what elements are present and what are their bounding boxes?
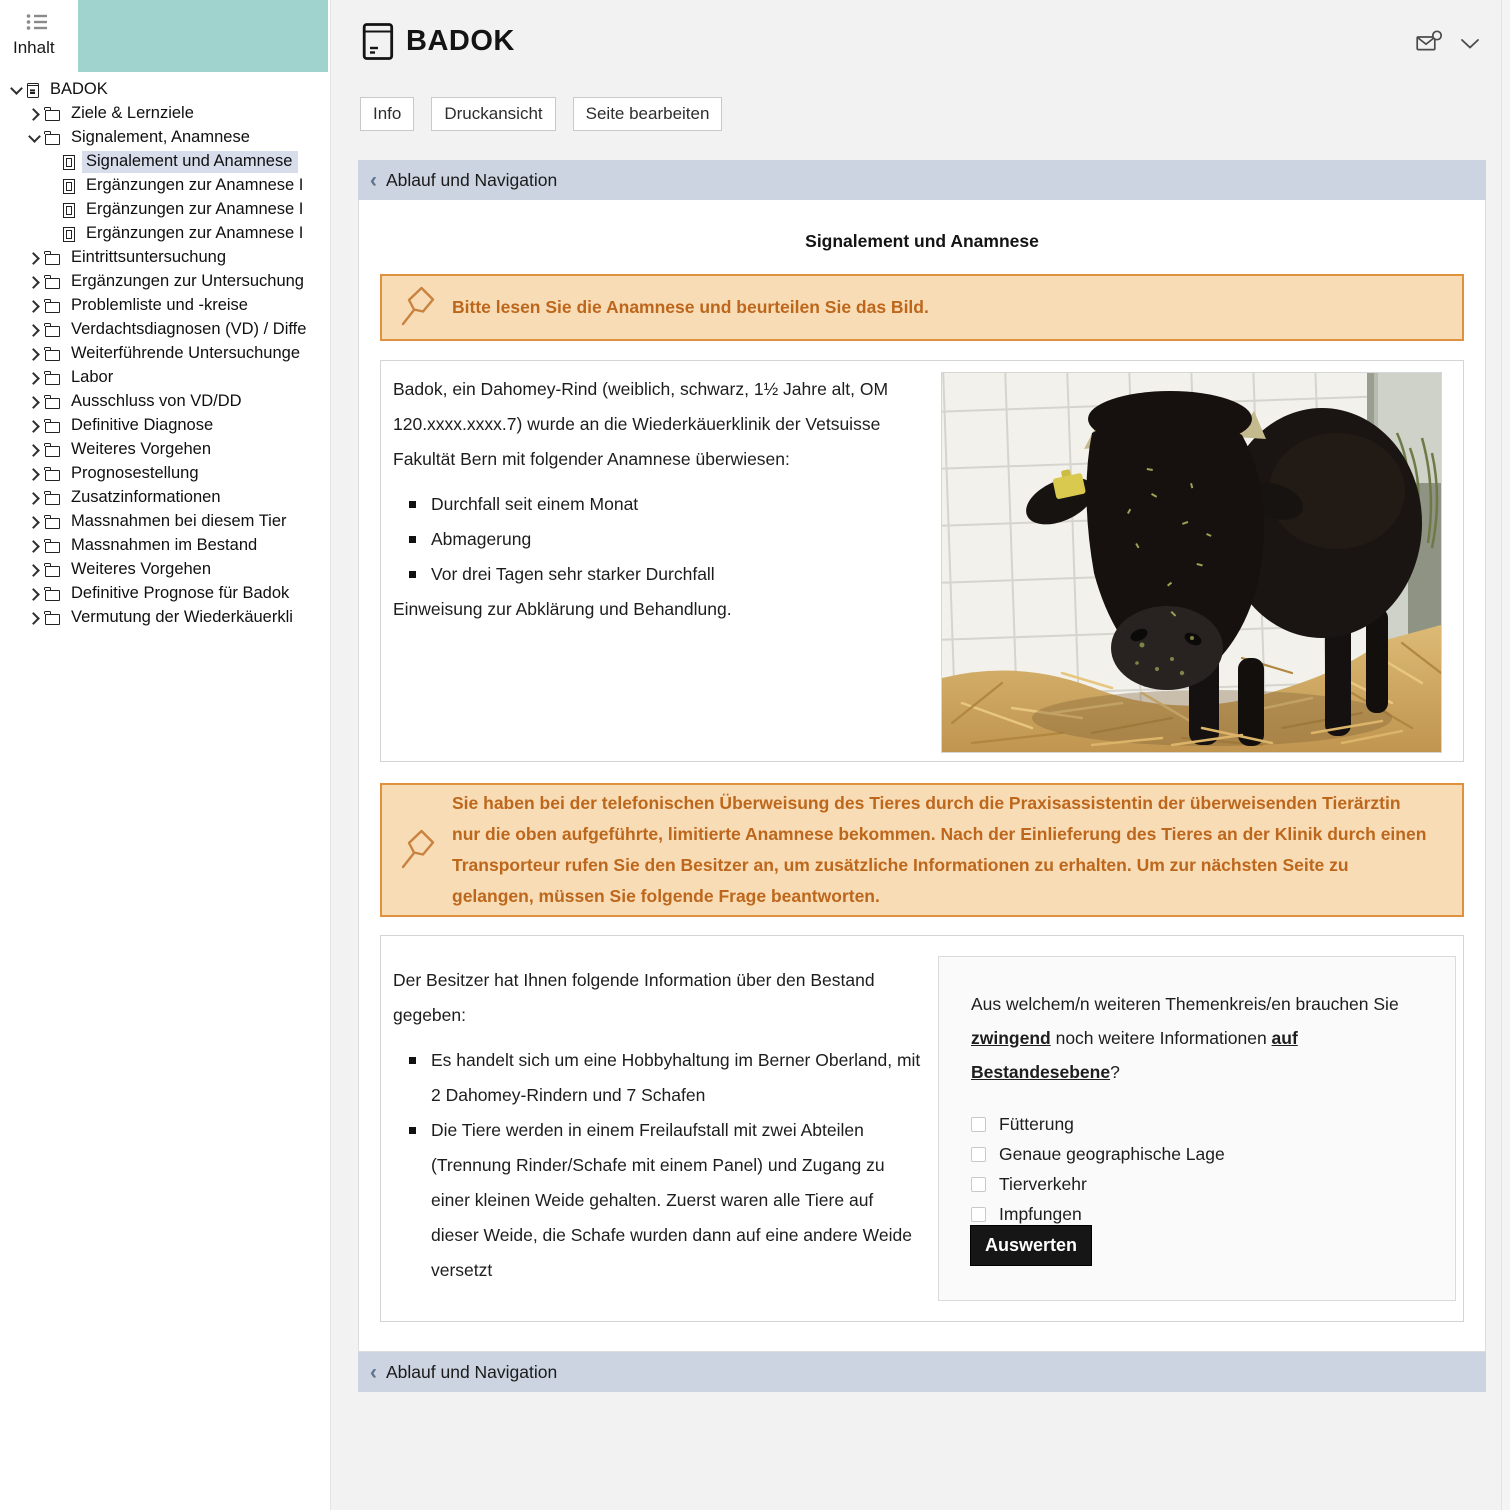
pushpin-icon	[399, 826, 439, 875]
tree-item-label: Weiteres Vorgehen	[71, 560, 212, 578]
question-text-emphasis: zwingend	[971, 1028, 1051, 1048]
auswerten-button[interactable]: Auswerten	[970, 1225, 1092, 1266]
question-text	[971, 987, 1423, 1089]
anamnese-lead: Badok, ein Dahomey-Rind (weiblich, schwarz, 1½ Jahre alt, OM 120.xxxx.xxxx.7) wurde an die Wiederkäuerklinik der Vetsuisse Fakultät Bern mit folgender Anamnese überwiesen:	[393, 379, 889, 469]
owner-bullet-list	[393, 1043, 921, 1288]
tree-item-label: Massnahmen im Bestand	[71, 536, 258, 554]
tree-item[interactable]	[0, 174, 330, 198]
tab-inhalt-label: Inhalt	[13, 38, 55, 57]
chevron-down-icon[interactable]	[9, 83, 23, 97]
chevron-right-icon[interactable]	[27, 347, 41, 361]
option-list	[971, 1109, 1423, 1229]
page-icon	[63, 155, 75, 170]
question-text-part: noch weitere Informationen	[1050, 1028, 1272, 1048]
tree-item[interactable]	[0, 366, 330, 390]
instruction-note-2-text: Sie haben bei der telefonischen Überweisung des Tieres durch die Praxisassistentin der überweisenden Tierärztin nur die oben aufgeführte, limitierte Anamnese bekommen. Nach der Einlieferung des Tieres an der Klinik durch einen Transporteur rufen Sie den Besitzer an, um zusätzliche Informationen zu erhalten. Um zur nächsten Seite zu gelangen, müssen Sie folgende Frage beantworten.	[452, 793, 1427, 906]
tree-item-label: Prognosestellung	[71, 464, 199, 482]
chapter-icon	[45, 374, 60, 385]
tree-item[interactable]	[0, 222, 330, 246]
chevron-right-icon[interactable]	[27, 611, 41, 625]
option-label: Impfungen	[999, 1203, 1082, 1224]
chevron-spacer	[45, 179, 59, 193]
bullet-item: Vor drei Tagen sehr starker Durchfall	[393, 557, 925, 592]
chevron-spacer	[45, 227, 59, 241]
chapter-icon	[45, 398, 60, 409]
toolbar-button[interactable]: Druckansicht	[431, 97, 555, 131]
tree-item[interactable]	[0, 558, 330, 582]
tree-item-label: Massnahmen bei diesem Tier	[71, 512, 287, 530]
instruction-note-text: Bitte lesen Sie die Anamnese und beurteilen Sie das Bild.	[452, 297, 929, 317]
chapter-icon	[45, 422, 60, 433]
tree-item[interactable]	[0, 294, 330, 318]
content-sidebar	[0, 0, 331, 1510]
page-icon	[63, 179, 75, 194]
chapter-icon	[45, 614, 60, 625]
chapter-icon	[45, 110, 60, 121]
question-text-part: ?	[1110, 1062, 1120, 1082]
tree-item[interactable]	[0, 582, 330, 606]
toc-list-icon	[26, 13, 48, 36]
chevron-right-icon[interactable]	[27, 563, 41, 577]
owner-info-box	[380, 935, 1464, 1322]
tree-item-label: Signalement, Anamnese	[71, 128, 250, 146]
chevron-right-icon[interactable]	[27, 107, 41, 121]
chapter-icon	[45, 470, 60, 481]
tree-item[interactable]	[0, 318, 330, 342]
tree-item[interactable]	[0, 606, 330, 630]
tree-item[interactable]	[0, 198, 330, 222]
tree-item-label: Vermutung der Wiederkäuerkli	[71, 608, 293, 626]
question-text-emphasis: auf Bestandesebene	[971, 1028, 1298, 1082]
chapter-icon	[45, 134, 60, 145]
main-area	[358, 0, 1486, 1510]
tab-inhalt[interactable]	[0, 0, 78, 72]
tree-item[interactable]	[0, 390, 330, 414]
tree-item[interactable]	[0, 150, 330, 174]
pushpin-icon	[399, 283, 439, 332]
chapter-icon	[45, 254, 60, 265]
sidebar-accent-block	[78, 0, 328, 72]
option-row[interactable]	[971, 1109, 1423, 1139]
instruction-note	[380, 274, 1464, 341]
tree-item-label: Problemliste und -kreise	[71, 296, 248, 314]
bullet-item: Durchfall seit einem Monat	[393, 487, 925, 522]
tree-item-label: BADOK	[50, 80, 108, 98]
chevron-right-icon[interactable]	[27, 371, 41, 385]
scrollbar-track[interactable]	[1501, 0, 1510, 1510]
tree-item[interactable]	[0, 270, 330, 294]
option-checkbox[interactable]	[971, 1177, 986, 1192]
tree-item[interactable]	[0, 414, 330, 438]
case-animal-photo	[941, 372, 1442, 753]
instruction-note-2	[380, 783, 1464, 917]
accordion-label: Ablauf und Navigation	[386, 1361, 558, 1382]
accordion-ablauf-navigation-bottom[interactable]	[358, 1352, 1486, 1392]
tree-item-label: Ergänzungen zur Anamnese I	[86, 200, 304, 218]
tree-item-label: Verdachtsdiagnosen (VD) / Diffe	[71, 320, 307, 338]
module-icon	[27, 83, 39, 98]
owner-info-text	[393, 963, 921, 1288]
toolbar-button[interactable]: Info	[360, 97, 414, 131]
option-row[interactable]	[971, 1169, 1423, 1199]
chapter-icon	[45, 494, 60, 505]
chevron-right-icon[interactable]	[27, 251, 41, 265]
accordion-label: Ablauf und Navigation	[386, 169, 558, 190]
tree-item-label: Ausschluss von VD/DD	[71, 392, 242, 410]
mail-status-icon[interactable]	[1416, 30, 1443, 58]
tree-item-label: Labor	[71, 368, 114, 386]
toolbar	[360, 97, 722, 131]
accordion-ablauf-navigation-top[interactable]	[358, 160, 1486, 200]
tree-item[interactable]	[0, 510, 330, 534]
tree-item[interactable]	[0, 534, 330, 558]
tree-item[interactable]	[0, 486, 330, 510]
chapter-icon	[45, 542, 60, 553]
bullet-item: Die Tiere werden in einem Freilaufstall mit zwei Abteilen (Trennung Rinder/Schafe mit einem Panel) und Zugang zu einer kleinen Weide gehalten. Zuerst waren alle Tiere auf dieser Weide, die Schafe wurden dann auf eine andere Weide versetzt	[393, 1113, 921, 1288]
tree-item[interactable]	[0, 342, 330, 366]
chapter-icon	[45, 350, 60, 361]
chevron-right-icon[interactable]	[27, 275, 41, 289]
option-label: Fütterung	[999, 1113, 1074, 1134]
chevron-spacer	[45, 203, 59, 217]
bullet-item: Es handelt sich um eine Hobbyhaltung im Berner Oberland, mit 2 Dahomey-Rindern und 7 Schafen	[393, 1043, 921, 1113]
tree-item[interactable]	[0, 78, 330, 102]
chevron-right-icon[interactable]	[27, 467, 41, 481]
section-heading: Signalement und Anamnese	[805, 231, 1039, 251]
tree-item-label: Weiterführende Untersuchunge	[71, 344, 301, 362]
option-label: Tierverkehr	[999, 1173, 1087, 1194]
tree-item-label: Ergänzungen zur Untersuchung	[71, 272, 304, 290]
question-text-part: Aus welchem/n weiteren Themenkreis/en brauchen Sie	[971, 994, 1399, 1014]
chapter-icon	[45, 326, 60, 337]
chapter-icon	[45, 302, 60, 313]
anamnese-box	[380, 360, 1464, 762]
tree-item-label: Ergänzungen zur Anamnese I	[86, 224, 304, 242]
chevron-right-icon[interactable]	[27, 299, 41, 313]
tree-item[interactable]	[0, 438, 330, 462]
chapter-icon	[45, 518, 60, 529]
option-checkbox[interactable]	[971, 1147, 986, 1162]
tree-item-label: Definitive Prognose für Badok	[71, 584, 290, 602]
page-icon	[63, 203, 75, 218]
anamnese-text	[393, 372, 925, 627]
option-checkbox[interactable]	[971, 1207, 986, 1222]
tree-item[interactable]	[0, 126, 330, 150]
chevron-right-icon[interactable]	[27, 395, 41, 409]
lesson-module-icon	[362, 21, 395, 67]
owner-info-lead: Der Besitzer hat Ihnen folgende Information über den Bestand gegeben:	[393, 970, 875, 1025]
chevron-left-icon: ‹	[370, 1360, 377, 1384]
toolbar-button[interactable]: Seite bearbeiten	[573, 97, 723, 131]
tree-item-label: Signalement und Anamnese	[82, 151, 298, 173]
chevron-spacer	[45, 155, 59, 169]
chapter-icon	[45, 278, 60, 289]
tree-item[interactable]	[0, 102, 330, 126]
chevron-left-icon: ‹	[370, 168, 377, 192]
chevron-right-icon[interactable]	[27, 515, 41, 529]
chevron-right-icon[interactable]	[27, 323, 41, 337]
page-title: BADOK	[406, 25, 515, 57]
chevron-down-icon[interactable]	[27, 131, 41, 145]
content-panel	[358, 200, 1486, 1352]
chevron-right-icon[interactable]	[27, 443, 41, 457]
anamnese-bullet-list	[393, 487, 925, 592]
chevron-right-icon[interactable]	[27, 587, 41, 601]
chapter-icon	[45, 566, 60, 577]
tree-item[interactable]	[0, 462, 330, 486]
chevron-right-icon[interactable]	[27, 539, 41, 553]
tree-item-label: Definitive Diagnose	[71, 416, 214, 434]
tree-item-label: Ergänzungen zur Anamnese I	[86, 176, 304, 194]
tree-item-label: Zusatzinformationen	[71, 488, 221, 506]
tree-item-label: Ziele & Lernziele	[71, 104, 194, 122]
chevron-right-icon[interactable]	[27, 491, 41, 505]
question-panel	[938, 956, 1456, 1301]
page-icon	[63, 227, 75, 242]
chevron-right-icon[interactable]	[27, 419, 41, 433]
tree-item-label: Eintrittsuntersuchung	[71, 248, 227, 266]
tree-item[interactable]	[0, 246, 330, 270]
chapter-icon	[45, 446, 60, 457]
chapter-icon	[45, 590, 60, 601]
anamnese-outro: Einweisung zur Abklärung und Behandlung.	[393, 599, 732, 619]
chevron-down-icon[interactable]	[1460, 37, 1480, 55]
tree-item-label: Weiteres Vorgehen	[71, 440, 212, 458]
content-tree	[0, 78, 330, 630]
option-row[interactable]	[971, 1139, 1423, 1169]
option-checkbox[interactable]	[971, 1117, 986, 1132]
bullet-item: Abmagerung	[393, 522, 925, 557]
option-label: Genaue geographische Lage	[999, 1143, 1225, 1164]
